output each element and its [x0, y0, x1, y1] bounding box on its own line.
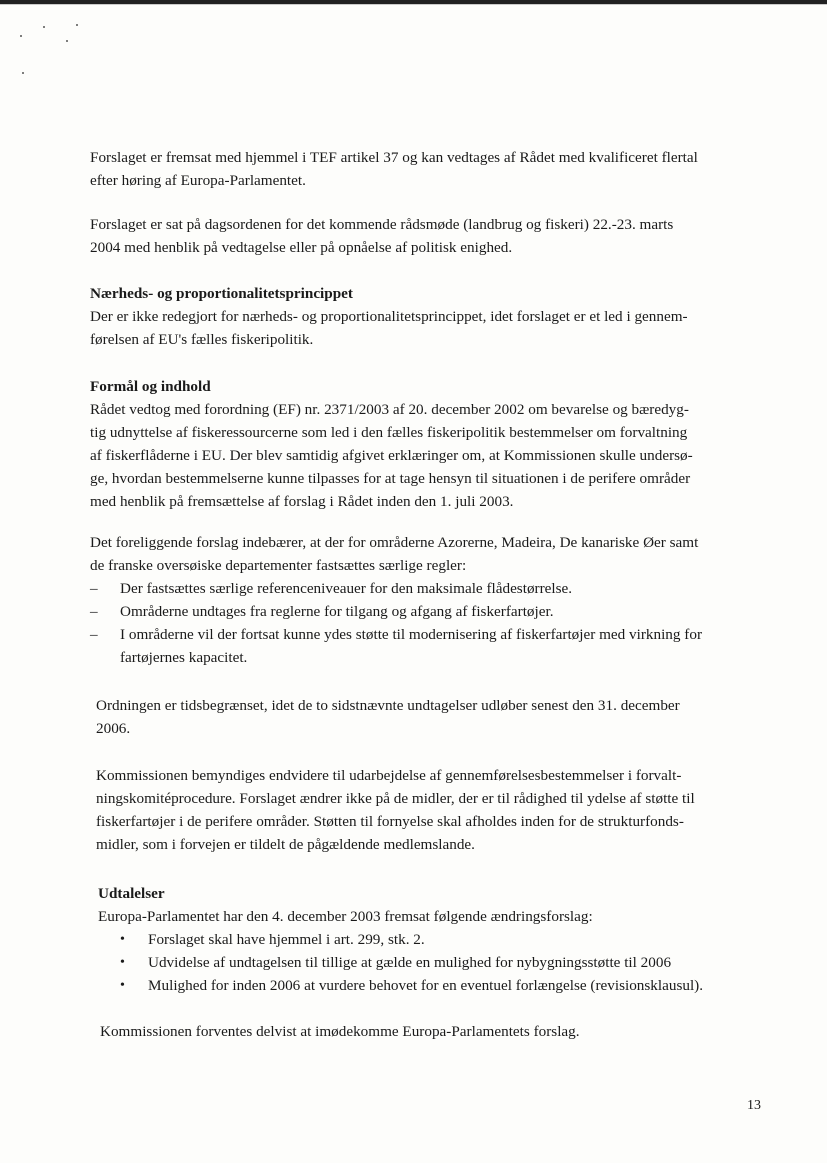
text-line: Mulighed for inden 2006 at vurdere behovet for en eventuel forlængelse (revisionsklausul). — [148, 977, 704, 994]
text-line: Områderne undtages fra reglerne for tilgang og afgang af fiskerfartøjer. — [120, 603, 554, 620]
text-line: af fiskerflåderne i EU. Der blev samtidig afgivet erklæringer om, at Kommissionen skulle undersø- — [90, 447, 693, 464]
text-line: 2006. — [96, 720, 131, 737]
text-line: Kommissionen bemyndiges endvidere til udarbejdelse af gennemførelsesbestemmelser i forvalt- — [96, 767, 682, 784]
text-line: midler, som i forvejen er tildelt de pågældende medlemslande. — [96, 836, 475, 853]
text-line: 2004 med henblik på vedtagelse eller på opnåelse af politisk enighed. — [90, 239, 513, 256]
text-line: Forslaget er fremsat med hjemmel i TEF artikel 37 og kan vedtages af Rådet med kvalificeret flertal — [90, 149, 698, 166]
text-line: førelsen af EU's fælles fiskeripolitik. — [90, 331, 314, 348]
text-line: fiskerfartøjer i de perifere områder. Støtten til fornyelse skal afholdes inden for de strukturfonds- — [96, 813, 684, 830]
bullet-list-item — [98, 974, 768, 997]
dash-list-item — [90, 577, 760, 600]
text-line: Udvidelse af undtagelsen til tillige at gælde en mulighed for nybygningsstøtte til 2006 — [148, 954, 672, 971]
text-line: Rådet vedtog med forordning (EF) nr. 2371/2003 af 20. december 2002 om bevarelse og bæredyg- — [90, 401, 689, 418]
text-line: de franske oversøiske departementer fastsættes særlige regler: — [90, 557, 467, 574]
section-heading: Udtalelser — [98, 885, 165, 902]
page-number: 13 — [747, 1098, 761, 1113]
text-line: fartøjernes kapacitet. — [120, 649, 248, 666]
section-heading: Nærheds- og proportionalitetsprincippet — [90, 285, 353, 302]
bullet-marker: • — [120, 978, 125, 993]
text-line: ningskomitéprocedure. Forslaget ændrer ikke på de midler, der er til rådighed til ydelse af støtte til — [96, 790, 695, 807]
dash-list-item — [90, 623, 760, 669]
text-line: tig udnyttelse af fiskeressourcerne som led i den fælles fiskeripolitik bestemmelser om forvaltning — [90, 424, 688, 441]
paragraph-commission — [96, 764, 766, 856]
section-subsidiarity — [90, 282, 760, 351]
paragraph-expectation — [100, 1020, 770, 1043]
dash-list-item — [90, 600, 760, 623]
paragraph-proposal — [90, 531, 760, 669]
dash-marker: – — [90, 580, 98, 597]
text-line: Forslaget skal have hjemmel i art. 299, stk. 2. — [148, 931, 425, 948]
text-line: Europa-Parlamentet har den 4. december 2003 fremsat følgende ændringsforslag: — [98, 908, 593, 925]
text-line: Der er ikke redegjort for nærheds- og proportionalitetsprincippet, idet forslaget er et led i gennem- — [90, 308, 688, 325]
text-line: Kommissionen forventes delvist at imødekomme Europa-Parlamentets forslag. — [100, 1023, 580, 1040]
text-line: med henblik på fremsættelse af forslag i Rådet inden den 1. juli 2003. — [90, 493, 514, 510]
text-line: Der fastsættes særlige referenceniveauer for den maksimale flådestørrelse. — [120, 580, 573, 597]
section-statements — [98, 882, 768, 997]
dash-marker: – — [90, 626, 98, 643]
text-line: I områderne vil der fortsat kunne ydes støtte til modernisering af fiskerfartøjer med virkning for — [120, 626, 703, 643]
section-heading: Formål og indhold — [90, 378, 211, 395]
dash-marker: – — [90, 603, 98, 620]
section-purpose — [90, 375, 760, 513]
bullet-marker: • — [120, 932, 125, 947]
paragraph-time-limit — [96, 694, 766, 740]
paragraph-legal-basis — [90, 146, 760, 192]
paragraph-agenda — [90, 213, 760, 259]
bullet-marker: • — [120, 955, 125, 970]
bullet-list-item — [98, 928, 768, 951]
text-line: ge, hvordan bestemmelserne kunne tilpasses for at tage hensyn til situationen i de perifere områder — [90, 470, 691, 487]
text-line: efter høring af Europa-Parlamentet. — [90, 172, 306, 189]
text-line: Forslaget er sat på dagsordenen for det kommende rådsmøde (landbrug og fiskeri) 22.-23. marts — [90, 216, 674, 233]
bullet-list-item — [98, 951, 768, 974]
text-line: Det foreliggende forslag indebærer, at der for områderne Azorerne, Madeira, De kanariske Øer samt — [90, 534, 699, 551]
text-line: Ordningen er tidsbegrænset, idet de to sidstnævnte undtagelser udløber senest den 31. december — [96, 697, 680, 714]
